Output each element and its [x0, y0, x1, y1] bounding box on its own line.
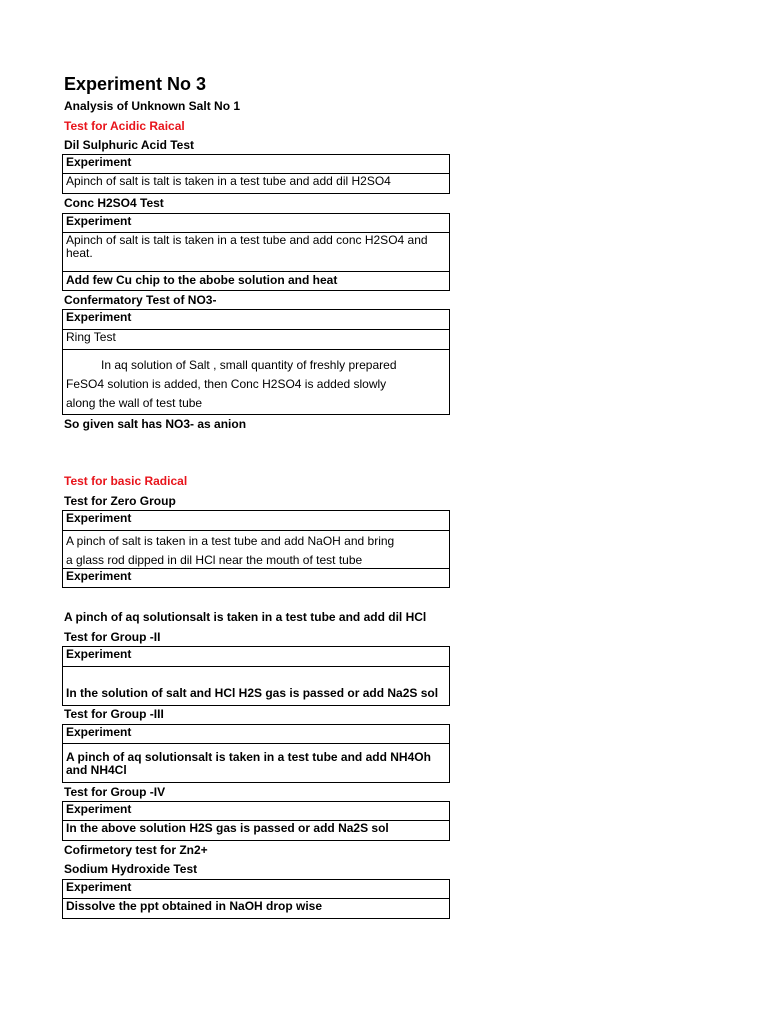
group4-table [62, 801, 450, 841]
naoh-test-label: Sodium Hydroxide Test [64, 862, 198, 876]
table-cell: In the solution of salt and HCl H2S gas is passed or add Na2S sol [66, 686, 439, 700]
table-cell: Apinch of salt is talt is taken in a test tube and add conc H2SO4 and heat. [63, 233, 449, 272]
table-header-cell: Experiment [63, 214, 449, 233]
group1-text: A pinch of aq solutionsalt is taken in a test tube and add dil HCl [64, 610, 427, 624]
table-header-cell: Experiment [63, 511, 449, 531]
group2-table [62, 646, 450, 706]
acidic-radical-heading: Test for Acidic Raical [64, 119, 185, 133]
page-title: Experiment No 3 [64, 74, 207, 94]
table-header-cell: Experiment [63, 880, 449, 899]
group3-table [62, 724, 450, 783]
zn-confirmatory-label: Cofirmetory test for Zn2+ [64, 843, 208, 857]
table-cell: Apinch of salt is talt is taken in a test tube and add dil H2SO4 [66, 174, 391, 188]
zero-group-label: Test for Zero Group [64, 494, 176, 508]
table-cell: Experiment [66, 569, 132, 583]
naoh-table [62, 879, 450, 919]
table-header-cell: Experiment [63, 647, 449, 667]
page-subtitle: Analysis of Unknown Salt No 1 [64, 99, 241, 113]
group4-label: Test for Group -IV [64, 785, 166, 799]
table-cell: Ring Test [63, 330, 449, 350]
dil-sulphuric-test-label: Dil Sulphuric Acid Test [64, 138, 195, 152]
table-cell: In aq solution of Salt , small quantity of freshly prepared FeSO4 solution is added, then Conc H2SO4 is added slowly along the wall of test tube [66, 358, 397, 410]
anion-conclusion: So given salt has NO3- as anion [64, 417, 247, 431]
zero-group-table [62, 510, 450, 588]
basic-radical-heading: Test for basic Radical [64, 474, 188, 488]
dil-sulphuric-table [62, 154, 450, 194]
group2-label: Test for Group -II [64, 630, 161, 644]
no3-confirmatory-label: Confermatory Test of NO3- [64, 293, 217, 307]
group3-label: Test for Group -III [64, 707, 164, 721]
conc-h2so4-test-label: Conc H2SO4 Test [64, 196, 164, 210]
table-header-cell: Experiment [63, 802, 449, 821]
table-cell: Add few Cu chip to the abobe solution and heat [66, 273, 338, 287]
table-cell: Dissolve the ppt obtained in NaOH drop wise [66, 899, 323, 913]
table-header-cell: Experiment [63, 310, 449, 330]
conc-h2so4-table [62, 213, 450, 291]
table-header-cell: Experiment [63, 725, 449, 744]
table-cell: In the above solution H2S gas is passed or add Na2S sol [66, 821, 389, 835]
ring-test-table [62, 309, 450, 415]
table-cell: A pinch of salt is taken in a test tube and add NaOH and bring a glass rod dipped in dil HCl near the mouth of test tube [63, 531, 449, 569]
table-cell: A pinch of aq solutionsalt is taken in a test tube and add NH4Oh and NH4Cl [66, 750, 431, 777]
table-header-cell: Experiment [63, 155, 449, 174]
